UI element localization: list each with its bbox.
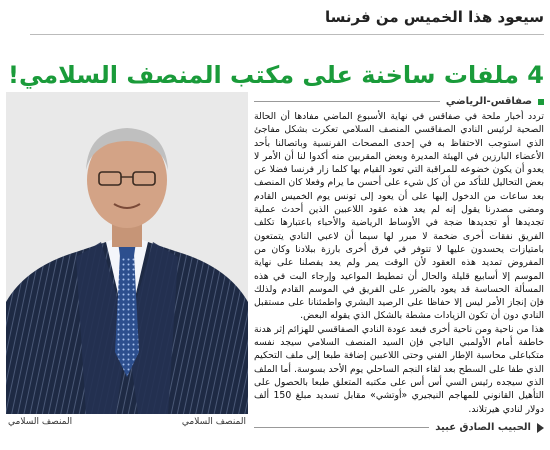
byline-bottom-text: الحبيب الصادق عبيد — [435, 422, 531, 433]
kicker: سيعود هذا الخميس من فرنسا — [325, 8, 544, 26]
portrait-illustration — [6, 92, 248, 414]
photo-caption — [6, 417, 248, 427]
square-bullet-icon — [538, 99, 544, 105]
byline-top-text: صفاقس-الرياضي — [445, 96, 532, 107]
article-body — [254, 110, 544, 415]
portrait-photo — [6, 92, 248, 414]
headline: 4 ملفات ساخنة على مكتب المنصف السلامي! — [8, 61, 544, 90]
byline-bottom — [254, 422, 544, 433]
paragraph-2: هذا من ناحية ومن ناحية أخرى فبعد عودة النادي الصفاقسي للهزائم إثر هدنة خاطفة أمام الأولمبي الباجي فإن السيد المنصف السلامي سيجد نفسه متكباعلى محاسبة الإطار الفني وحتى اللاعبين إضافة طبعا إلى ملف التحكيم الذي طفا على السطح بعد لقاء النجم الساحلي يوم الأحد بسوسة. أما الملف الذي سيجده رئيس السي أس أس على مكتبه المتعلق طبعا بالحصول على التأهيل القانوني للمهاجم النيجيري «أوتشي» مقابل تسديد مبلغ 150 ألف دولار لنادي هيرتلاند. — [254, 323, 544, 415]
kicker-divider — [30, 34, 544, 35]
byline-divider — [254, 101, 440, 102]
byline-top — [254, 96, 544, 107]
paragraph-1: تردد أخبار ملحة في صفاقس في نهاية الأسبوع الماضي مفادها أن الحالة الصحية لرئيس النادي الصفاقسي المنصف السلامي تعكرت بشكل مفاجئ الذي استوجب الاحتفاظ به في إحدى المصحات الفرنسية وباتصالنا بأحد الأعضاء البارزين في الهيئة المديرة وبعض المقربين منه أكدوا لنا أن الأمر لا يعدو أن يكون خضوعه للمراقبة التي تعود القيام بها كلما زار فرنسا فضلا عن بعض التحاليل للتأكد من أن كل شيء على أحسن ما يرام وفعلا كان المنصف بعد ساعات من الدخول إليها على أن يعود إلى تونس يوم الخميس القادم ومضى مصدرنا يقول إنه لم يعد هذه عقود اللاعبين الذين أحدث عملية تجديدها أو تجديدها ضجة في الأوساط الرياضية والأحباء باعتبارها تكلف الفريق نفقات أخرى ضخمة لا مبرر لها سيما أن لاعبي النادي يتمتعون بامتيازات يحسدون عليها لا تتوفر في فرق أخرى بارزة ببلادنا وكان من المفروض تمديد هذه العقود لأن الوقت يمر ولم يعد يفصلنا على نهاية الموسم إلا أسابيع قليلة والحال أن تمطيط المواعيد وإرجاء البت في هذه المسألة الحساسة قد يعود بالضرر على الفريق في الموسم القادم ولذلك فإن إنجاز الأمر ليس إلا حفاظا على الرصيد البشري واطمئنانا على مستقبل النادي دون أن تكون الزيادات مشطة بالشكل الذي يقوله البعض. — [254, 111, 544, 322]
arrow-icon — [537, 423, 544, 433]
byline-bottom-divider — [254, 427, 429, 428]
photo-caption-left: المنصف السلامي — [8, 417, 73, 427]
photo-caption-right: المنصف السلامي — [181, 417, 246, 427]
